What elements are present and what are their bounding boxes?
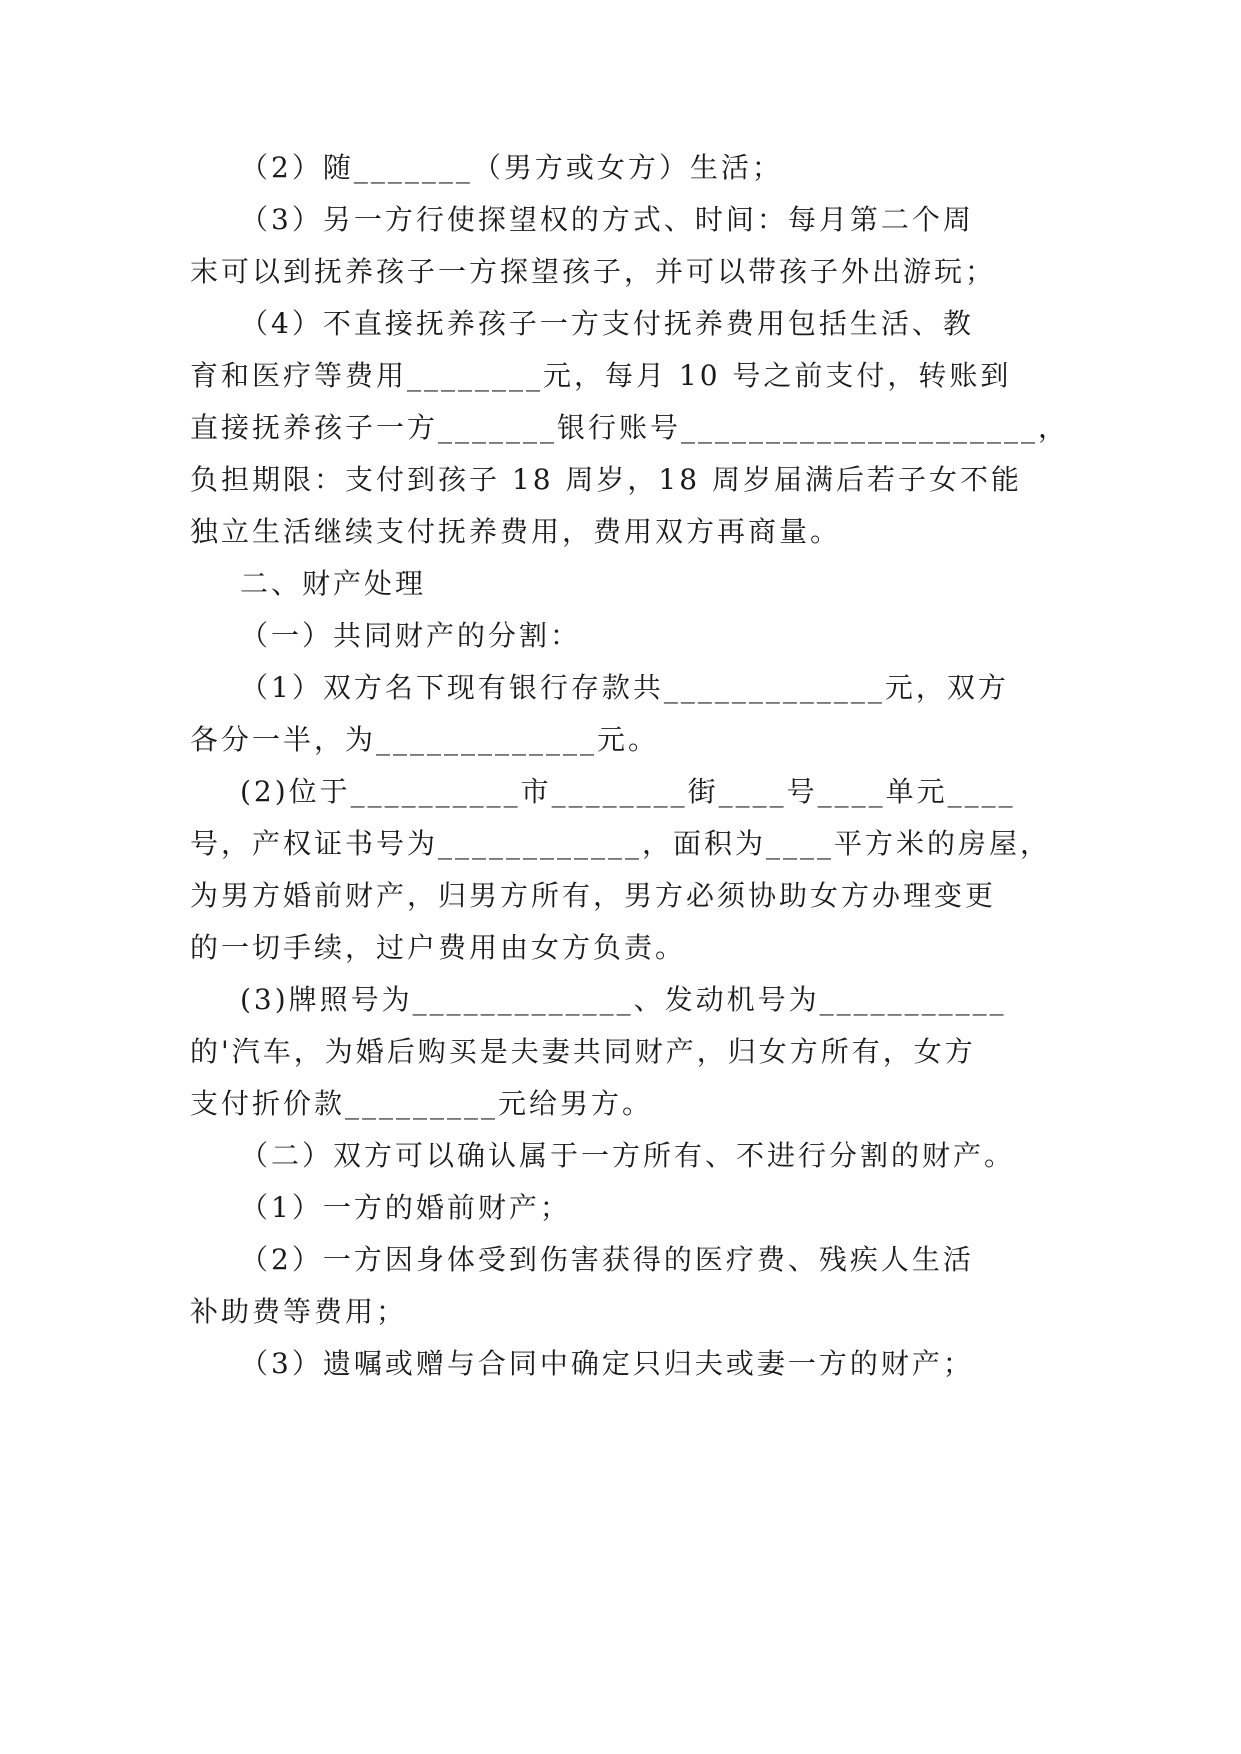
paragraph-line: 支付折价款_________元给男方。 [190, 1087, 654, 1120]
paragraph-line: 为男方婚前财产，归男方所有，男方必须协助女方办理变更 [190, 879, 997, 912]
section-heading: 二、财产处理 [240, 567, 427, 600]
subsection-heading: （二）双方可以确认属于一方所有、不进行分割的财产。 [240, 1139, 1016, 1172]
paragraph-line: (2)位于__________市________街____号____单元____ [240, 775, 1016, 808]
subsection-heading: （一）共同财产的分割： [240, 619, 582, 652]
paragraph-line: （3）遗嘱或赠与合同中确定只归夫或妻一方的财产； [240, 1347, 974, 1380]
paragraph-line: （2）一方因身体受到伤害获得的医疗费、残疾人生活 [240, 1243, 974, 1276]
paragraph-line: 补助费等费用； [190, 1295, 408, 1328]
paragraph-line: 各分一半，为_____________元。 [190, 723, 660, 756]
paragraph-line: 独立生活继续支付抚养费用，费用双方再商量。 [190, 515, 842, 548]
paragraph-line: （1）双方名下现有银行存款共_____________元，双方 [240, 671, 1009, 704]
paragraph-line: 的'汽车，为婚后购买是夫妻共同财产，归女方所有，女方 [190, 1035, 976, 1068]
paragraph-line: （4）不直接抚养孩子一方支付抚养费用包括生活、教 [240, 307, 974, 340]
paragraph-line: 育和医疗等费用________元，每月 10 号之前支付，转账到 [190, 359, 1012, 392]
paragraph-line: 负担期限：支付到孩子 18 周岁，18 周岁届满后若子女不能 [190, 463, 1022, 496]
paragraph-line: 直接抚养孩子一方_______银行账号_____________________， [190, 411, 1070, 444]
paragraph-line: （1）一方的婚前财产； [240, 1191, 571, 1224]
paragraph-line: （2）随_______（男方或女方）生活； [240, 151, 783, 184]
paragraph-line: (3)牌照号为_____________、发动机号为___________ [240, 983, 1007, 1016]
paragraph-line: 号，产权证书号为____________，面积为____平方米的房屋， [190, 827, 1052, 860]
paragraph-line: 的一切手续，过户费用由女方负责。 [190, 931, 687, 964]
paragraph-line: （3）另一方行使探望权的方式、时间：每月第二个周 [240, 203, 974, 236]
paragraph-line: 末可以到抚养孩子一方探望孩子，并可以带孩子外出游玩； [190, 255, 997, 288]
